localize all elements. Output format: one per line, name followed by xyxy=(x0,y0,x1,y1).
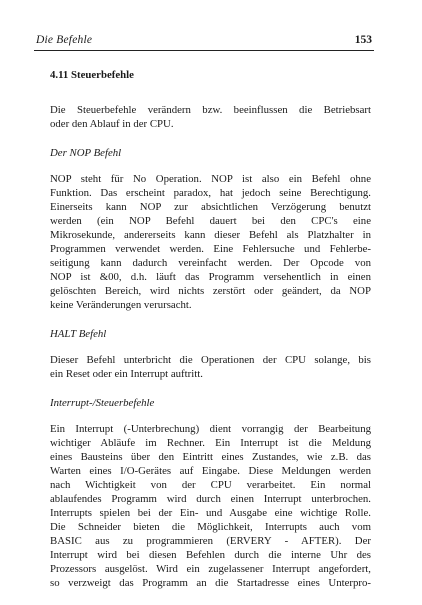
section-title: 4.11 Steuerbefehle xyxy=(50,69,134,81)
text-line: Einerseits kann NOP zur absichtlichen Verzögerung benutzt xyxy=(50,201,371,213)
nop-heading: Der NOP Befehl xyxy=(50,147,122,159)
text-line: Interrupts spielen bei der Ein- und Ausgabe eine wichtige Rolle. xyxy=(50,507,371,519)
text-line: ein Reset oder ein Interrupt auftritt. xyxy=(50,368,203,380)
text-line: werden (ein NOP Befehl dauert bei den CPC's eine xyxy=(50,215,371,227)
page-content xyxy=(50,68,371,605)
interrupt-heading: Interrupt-/Steuerbefehle xyxy=(50,397,155,409)
text-line: Prozessors ausgelöst. Wird ein zugelassener Interrupt angefordert, xyxy=(50,563,371,575)
text-line: Ein Interrupt (-Unterbrechung) dient vorrangig der Bearbeitung xyxy=(50,423,371,435)
text-line: NOP steht für No Operation. NOP ist also ein Befehl ohne xyxy=(50,173,371,185)
text-line: Funktion. Das erscheint paradox, hat jedoch seine Berechtigung. xyxy=(50,187,371,199)
intro-paragraph xyxy=(50,103,371,131)
text-line: Die Schneider bieten die Möglichkeit, Interrupts auch vom xyxy=(50,521,371,533)
text-line: eines Bausteins über den Eintritt eines Zustandes, wie z.B. das xyxy=(50,451,371,463)
nop-paragraph xyxy=(50,172,371,312)
text-line: nach Wichtigkeit von der CPU verarbeitet. Ein normal xyxy=(50,479,371,491)
text-line: NOP ist &00, d.h. läuft das Programm versehentlich in einen xyxy=(50,271,371,283)
text-line: Warten eines I/O-Gerätes auf Eingabe. Diese Meldungen werden xyxy=(50,465,371,477)
halt-paragraph xyxy=(50,353,371,381)
text-line: Mikrosekunde, andererseits kann dieser Befehl als Platzhalter in xyxy=(50,229,371,241)
text-line: Programmen verwendet werden. Eine Fehlersuche und Fehlerbe- xyxy=(50,243,371,255)
text-line: gelöschten Bereich, wird nichts zerstört oder geändert, da NOP xyxy=(50,285,371,297)
text-line: Die Steuerbefehle verändern bzw. beeinflussen die Betriebsart xyxy=(50,104,371,116)
halt-heading: HALT Befehl xyxy=(50,328,107,340)
text-line: wichtiger Abläufe im Rechner. Ein Interrupt ist die Meldung xyxy=(50,437,371,449)
text-line: keine Veränderungen verursacht. xyxy=(50,299,192,311)
running-title: Die Befehle xyxy=(36,34,93,46)
running-header xyxy=(34,34,374,51)
text-line: oder den Ablauf in der CPU. xyxy=(50,118,174,130)
interrupt-paragraph xyxy=(50,422,371,590)
page-number: 153 xyxy=(354,34,372,46)
text-line: ablaufendes Programm wird durch einen Interrupt unterbrochen. xyxy=(50,493,371,505)
text-line: BASIC aus zu programmieren (ERVERY - AFTER). Der xyxy=(50,535,371,547)
text-line: Dieser Befehl unterbricht die Operationen der CPU solange, bis xyxy=(50,354,371,366)
text-line: Interrupt wird bei diesen Befehlen durch die interne Uhr des xyxy=(50,549,371,561)
text-line: so verzweigt das Programm an die Startadresse eines Unterpro- xyxy=(50,577,371,589)
text-line: seitigung kann dadurch vereinfacht werden. Der Opcode von xyxy=(50,257,371,269)
